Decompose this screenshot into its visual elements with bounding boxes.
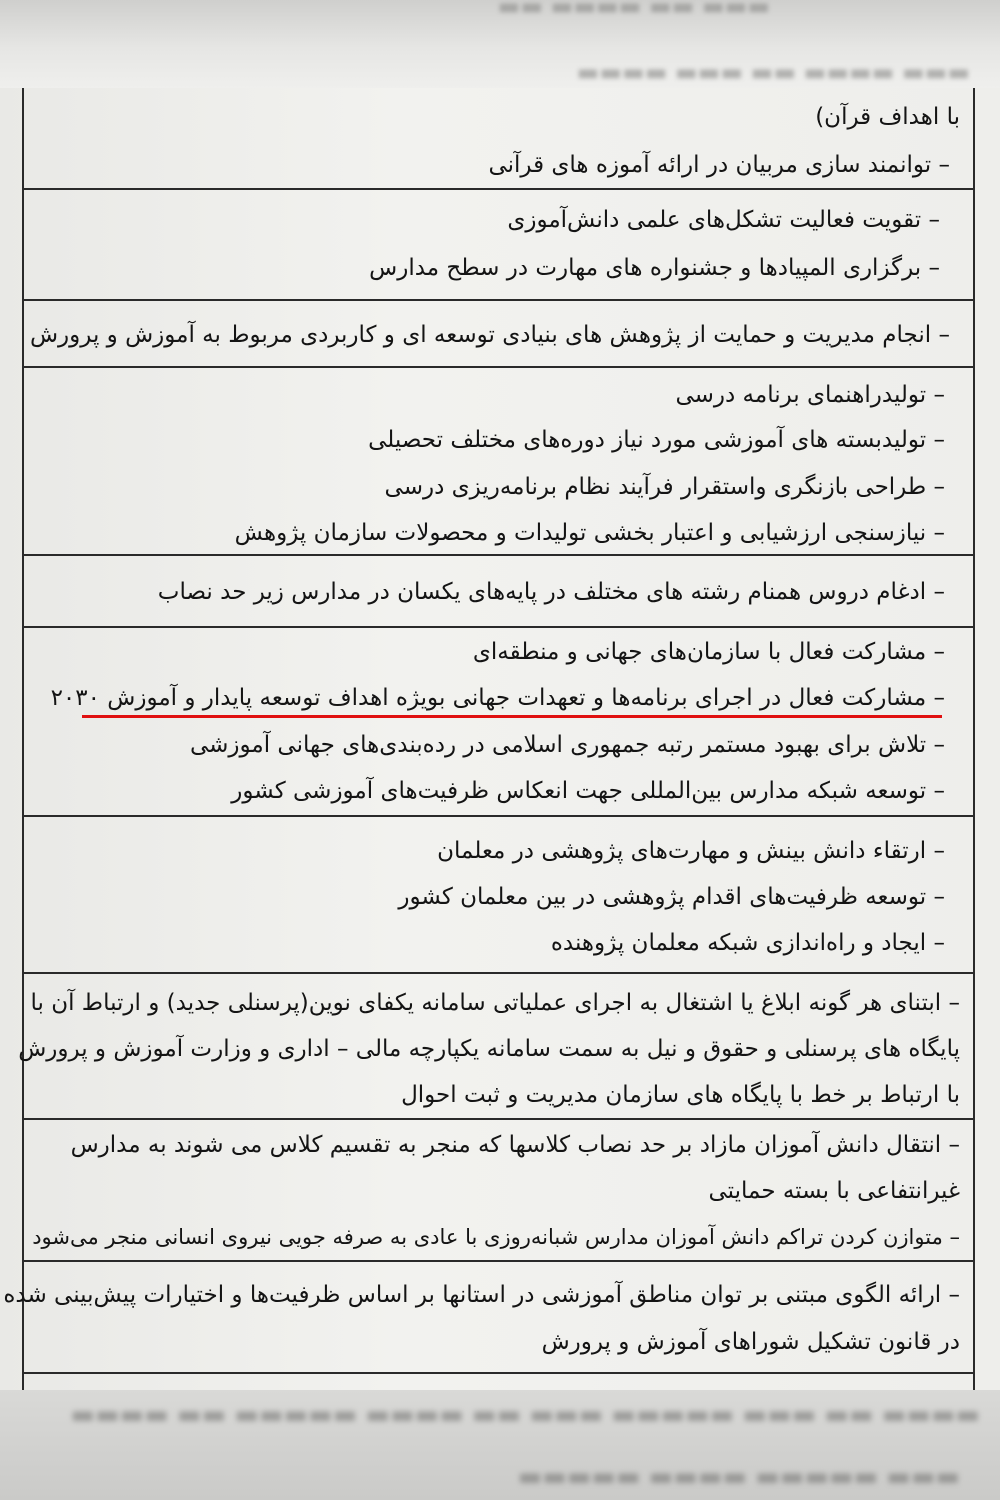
table-row-line: با ارتباط بر خط با پایگاه های سازمان مدیریت و ثبت احوال <box>401 1082 960 1108</box>
table-row-line: – ارتقاء دانش بینش و مهارت‌های پژوهشی در معلمان <box>437 838 945 864</box>
table-row-line: – مشارکت فعال با سازمان‌های جهانی و منطقه‌ای <box>472 639 945 665</box>
blurred-next-page <box>0 1390 1000 1500</box>
table-row-line: – ایجاد و راه‌اندازی شبکه معلمان پژوهنده <box>550 930 945 956</box>
blurred-text-fragment: ▬▬▬ ▬▬ ▬▬▬▬ ▬▬ <box>497 0 770 20</box>
row-divider <box>22 188 975 190</box>
table-row-line: – توانمند سازی مربیان در ارائه آموزه های قرآنی <box>488 152 950 178</box>
table-row-line: – متوازن کردن تراکم دانش آموزان مدارس شبانه‌روزی با عادی به صرفه جویی نیروی انسانی منجر می‌شود <box>32 1225 960 1249</box>
table-row-line: – برگزاری المپیادها و جشنواره های مهارت در سطح مدارس <box>369 255 940 281</box>
table-row-line: – انتقال دانش آموزان مازاد بر حد نصاب کلاسها که منجر به تقسیم کلاس می شوند به مدارس <box>70 1132 960 1158</box>
row-divider <box>22 815 975 817</box>
row-divider <box>22 366 975 368</box>
table-row-line: – نیازسنجی ارزشیابی و اعتبار بخشی تولیدات و محصولات سازمان پژوهش <box>234 520 945 546</box>
row-divider <box>22 299 975 301</box>
table-row-line: پایگاه های پرسنلی و حقوق و نیل به سمت سامانه یکپارچه مالی – اداری و وزارت آموزش و پرورش <box>18 1036 960 1062</box>
table-row-line: – تلاش برای بهبود مستمر رتبه جمهوری اسلامی در رده‌بندی‌های جهانی آموزشی <box>189 732 945 758</box>
table-row-line: – تولیدبسته های آموزشی مورد نیاز دوره‌های مختلف تحصیلی <box>368 427 945 453</box>
blurred-text-fragment: ▬▬▬ ▬▬▬▬▬ ▬▬▬▬ ▬▬▬▬▬ <box>517 1462 960 1492</box>
row-divider <box>22 972 975 974</box>
table-row-line: – ابتنای هر گونه ابلاغ یا اشتغال به اجرای عملیاتی سامانه یکفای نوین(پرسنلی جدید) و ارتباط آن با <box>30 990 960 1016</box>
table-row-line: غیرانتفاعی با بسته حمایتی <box>708 1178 960 1204</box>
table-row-line: – توسعه شبکه مدارس بین‌المللی جهت انعکاس ظرفیت‌های آموزشی کشور <box>231 778 945 804</box>
blurred-text-fragment: ▬▬▬▬ ▬▬ ▬▬▬ ▬▬▬▬▬ ▬▬▬ ▬▬ ▬▬▬▬ ▬▬▬▬▬ ▬▬ ▬▬▬▬ <box>70 1400 980 1430</box>
row-divider <box>22 554 975 556</box>
row-divider <box>22 626 975 628</box>
table-row-line: در قانون تشکیل شوراهای آموزش و پرورش <box>541 1329 960 1355</box>
header-fragment: با اهداف قرآن) <box>815 104 960 130</box>
table-row-line: – توسعه ظرفیت‌های اقدام پژوهشی در بین معلمان کشور <box>398 884 945 910</box>
table-row-line: – ادغام دروس همنام رشته های مختلف در پایه‌های یکسان در مدارس زیر حد نصاب <box>157 579 945 605</box>
row-divider <box>22 1372 975 1374</box>
blurred-text-fragment: ▬▬▬ ▬▬▬▬ ▬▬ ▬▬▬ ▬▬▬▬ <box>576 58 970 86</box>
row-divider <box>22 1260 975 1262</box>
red-underline <box>82 715 942 718</box>
table-row-line: – انجام مدیریت و حمایت از پژوهش های بنیادی توسعه ای و کاربردی مربوط به آموزش و پرورش <box>29 322 950 348</box>
row-divider <box>22 1118 975 1120</box>
highlighted-line: – مشارکت فعال در اجرای برنامه‌ها و تعهدات جهانی بویژه اهداف توسعه پایدار و آموزش ۲۰۳۰ <box>50 685 945 711</box>
blurred-previous-page <box>0 0 1000 88</box>
table-row-line: – تقویت فعالیت تشکل‌های علمی دانش‌آموزی <box>507 207 940 233</box>
table-row-line: – طراحی بازنگری واستقرار فرآیند نظام برنامه‌ریزی درسی <box>384 474 945 500</box>
table-row-line: – تولیدراهنمای برنامه درسی <box>675 382 945 408</box>
table-row-line: – ارائه الگوی مبتنی بر توان مناطق آموزشی در استانها بر اساس ظرفیت‌ها و اختیارات پیش‌بینی شده <box>3 1282 960 1308</box>
